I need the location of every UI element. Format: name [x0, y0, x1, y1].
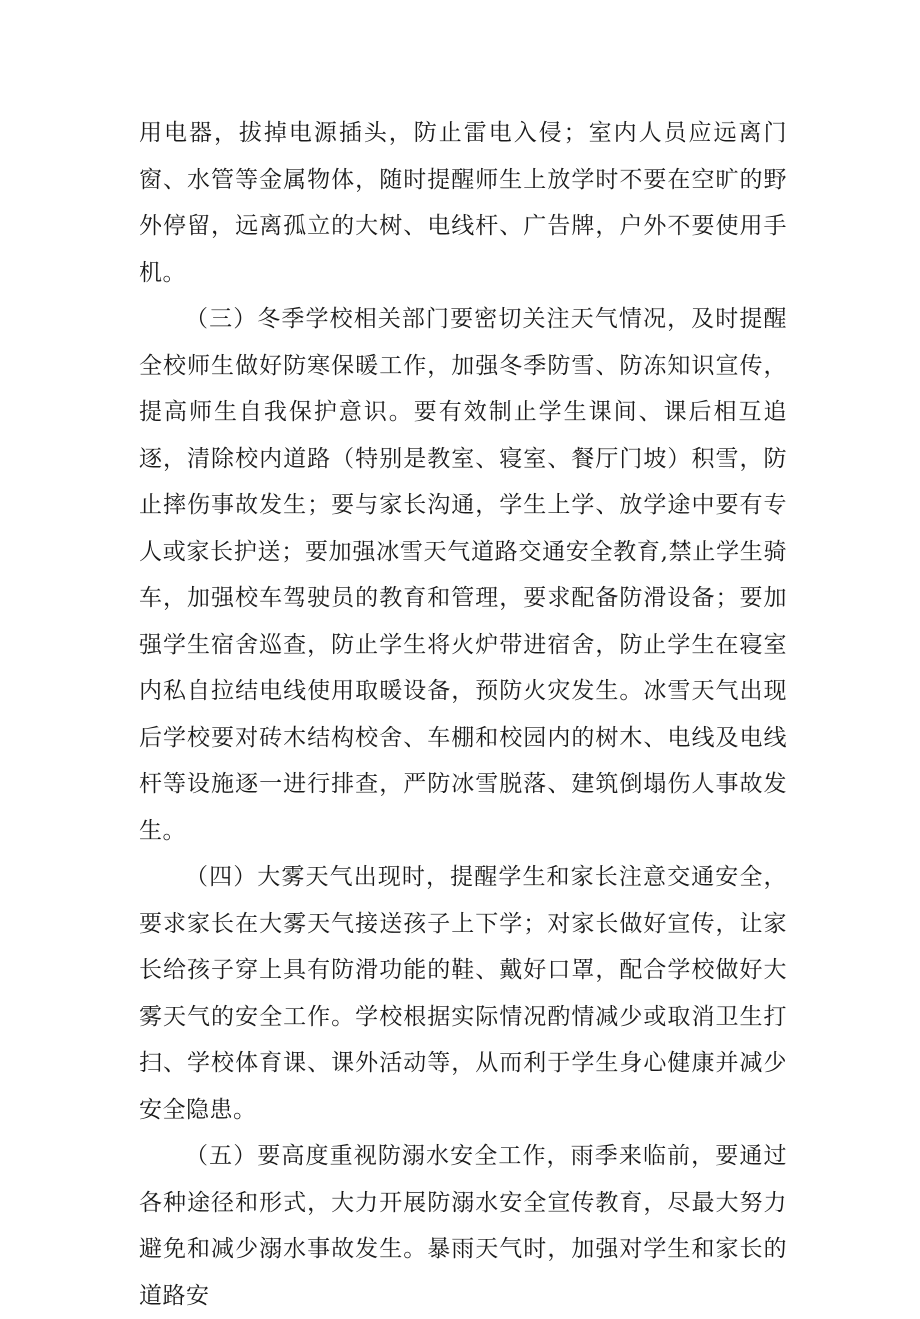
paragraph-continued: 用电器，拔掉电源插头，防止雷电入侵；室内人员应远离门窗、水管等金属物体，随时提醒师生上放学时不要在空旷的野外停留，远离孤立的大树、电线杆、广告牌，户外不要使用手机。 [139, 120, 787, 286]
document-body [139, 110, 787, 1319]
paragraph-section-3: （三）冬季学校相关部门要密切关注天气情况，及时提醒全校师生做好防寒保暖工作，加强冬季防雪、防冻知识宣传，提高师生自我保护意识。要有效制止学生课间、课后相互追逐，清除校内道路（特别是教室、寝室、餐厅门坡）积雪，防止摔伤事故发生；要与家长沟通，学生上学、放学途中要有专人或家长护送；要加强冰雪天气道路交通安全教育,禁止学生骑车，加强校车驾驶员的教育和管理，要求配备防滑设备；要加强学生宿舍巡查，防止学生将火炉带进宿舍，防止学生在寝室内私自拉结电线使用取暖设备，预防火灾发生。冰雪天气出现后学校要对砖木结构校舍、车棚和校园内的树木、电线及电线杆等设施逐一进行排查，严防冰雪脱落、建筑倒塌伤人事故发生。 [139, 306, 787, 844]
paragraph-section-4: （四）大雾天气出现时，提醒学生和家长注意交通安全，要求家长在大雾天气接送孩子上下学；对家长做好宣传，让家长给孩子穿上具有防滑功能的鞋、戴好口罩，配合学校做好大雾天气的安全工作。学校根据实际情况酌情减少或取消卫生打扫、学校体育课、课外活动等，从而利于学生身心健康并减少安全隐患。 [139, 864, 787, 1123]
paragraph-section-5: （五）要高度重视防溺水安全工作，雨季来临前，要通过各种途径和形式，大力开展防溺水安全宣传教育，尽最大努力避免和减少溺水事故发生。暴雨天气时，加强对学生和家长的道路安 [139, 1143, 787, 1309]
